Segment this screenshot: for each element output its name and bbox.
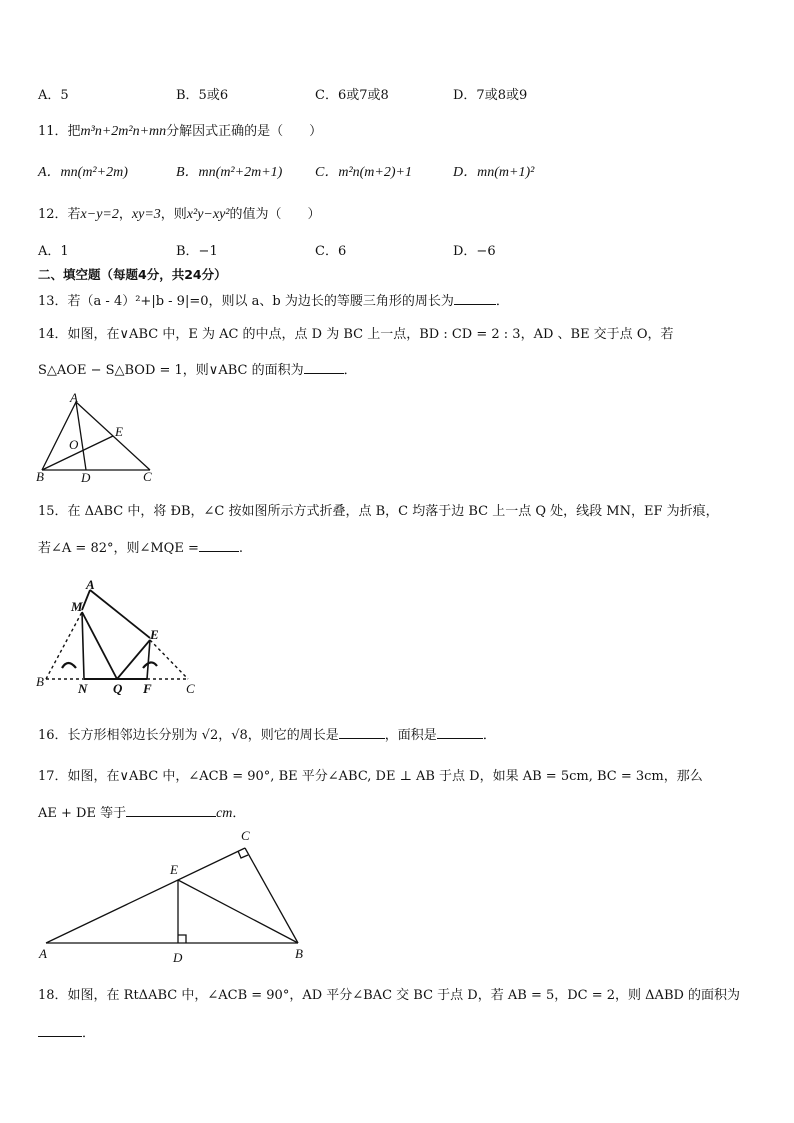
q10-option-c: C．6或7或8 (315, 88, 389, 103)
q14-label-b: B (36, 469, 44, 484)
q12-prefix: 12．若 (38, 207, 81, 222)
q15-line-2-text: 若∠A = 82°，则∠MQE = (38, 541, 199, 556)
q18-answer-blank[interactable] (38, 1024, 82, 1037)
q12-condition-1: x−y=2 (80, 207, 119, 222)
q12-separator: ， (118, 207, 132, 222)
q15-line-1: 15．在 ΔABC 中，将 ÐB，∠C 按如图所示方式折叠，点 B，C 均落于边 BC 上一点 Q 处，线段 MN，EF 为折痕， (38, 504, 719, 519)
q15-label-q: Q (113, 681, 123, 696)
q14-label-c: C (143, 469, 152, 484)
q15-label-f: F (143, 681, 152, 696)
q14-label-a: A (70, 390, 78, 405)
q14-line-2-text: S△AOE − S△BOD = 1，则∨ABC 的面积为 (38, 363, 304, 378)
q15-label-c: C (186, 681, 195, 696)
q13-text: 13．若（a - 4）²+|b - 9|=0，则以 a、b 为边长的等腰三角形的周长为 (38, 294, 454, 309)
q14-label-o: O (69, 437, 79, 452)
q11-expression: m³n+2m²n+mn (80, 124, 167, 139)
q11-option-a: A．mn(m²+2m) (38, 165, 128, 180)
q11-suffix: 分解因式正确的是（ ） (166, 124, 323, 139)
q15-label-a: A (86, 577, 95, 592)
q12-option-c: C．6 (315, 244, 347, 259)
q18-line-2 (38, 1022, 95, 1041)
q12-option-a: A．1 (38, 244, 69, 259)
q12-option-b: B．−1 (176, 244, 218, 259)
q18-end: ． (82, 1026, 96, 1041)
q11-option-b: B．mn(m²+2m+1) (176, 165, 283, 180)
q17-right-angle-d (178, 935, 186, 943)
q12-suffix: 的值为（ ） (229, 207, 321, 222)
q16-mid: ，面积是 (384, 728, 437, 743)
q12-option-d: D．−6 (453, 244, 496, 259)
q13-end: ． (495, 294, 509, 309)
q15-label-e: E (150, 627, 159, 642)
q12-mid: ，则 (160, 207, 187, 222)
q14-end: ． (343, 363, 357, 378)
q11-option-c: C．m²n(m+2)+1 (315, 165, 412, 180)
q10-option-a: A．5 (38, 88, 69, 103)
q14-label-e: E (115, 424, 123, 439)
q15-label-n: N (78, 681, 88, 696)
q17-label-a: A (39, 946, 47, 961)
q18-line-1: 18．如图，在 RtΔABC 中，∠ACB = 90°，AD 平分∠BAC 交 BC 于点 D，若 AB = 5，DC = 2，则 ΔABD 的面积为 (38, 988, 741, 1003)
q15-end: . (238, 541, 243, 556)
q17-side-ac (46, 848, 245, 943)
q10-option-b: B．5或6 (176, 88, 229, 103)
q14-line-1: 14．如图，在∨ABC 中，E 为 AC 的中点，点 D 为 BC 上一点，BD : CD = 2 : 3，AD 、BE 交于点 O，若 (38, 327, 674, 342)
q17-label-d: D (173, 950, 183, 965)
q10-option-d: D．7或8或9 (453, 88, 528, 103)
q12-expression: x²y−xy² (186, 207, 230, 222)
q11-option-d: D．mn(m+1)² (453, 165, 535, 180)
q17-line-2-text: AE + DE 等于 (38, 806, 127, 821)
q16-text: 16．长方形相邻边长分别为 √2，√8，则它的周长是 (38, 728, 339, 743)
section-title: 二、填空题（每题4分，共24分） (38, 267, 227, 282)
q17-unit: cm (216, 806, 233, 821)
q17-right-angle-c (238, 851, 248, 858)
q17-label-c: C (241, 828, 250, 843)
q17-line-1: 17．如图，在∨ABC 中，∠ACB = 90°, BE 平分∠ABC, DE ⊥ AB 于点 D，如果 AB = 5cm, BC = 3cm，那么 (38, 769, 703, 784)
q15-label-b: B (36, 674, 44, 689)
q17-label-b: B (295, 946, 303, 961)
q15-label-m: M (71, 599, 83, 614)
q16-end: ． (482, 728, 496, 743)
q11-prefix: 11．把 (38, 124, 81, 139)
q17-end: ． (232, 806, 246, 821)
q17-label-e: E (170, 862, 178, 877)
q12-condition-2: xy=3 (131, 207, 161, 222)
q14-label-d: D (81, 470, 91, 485)
